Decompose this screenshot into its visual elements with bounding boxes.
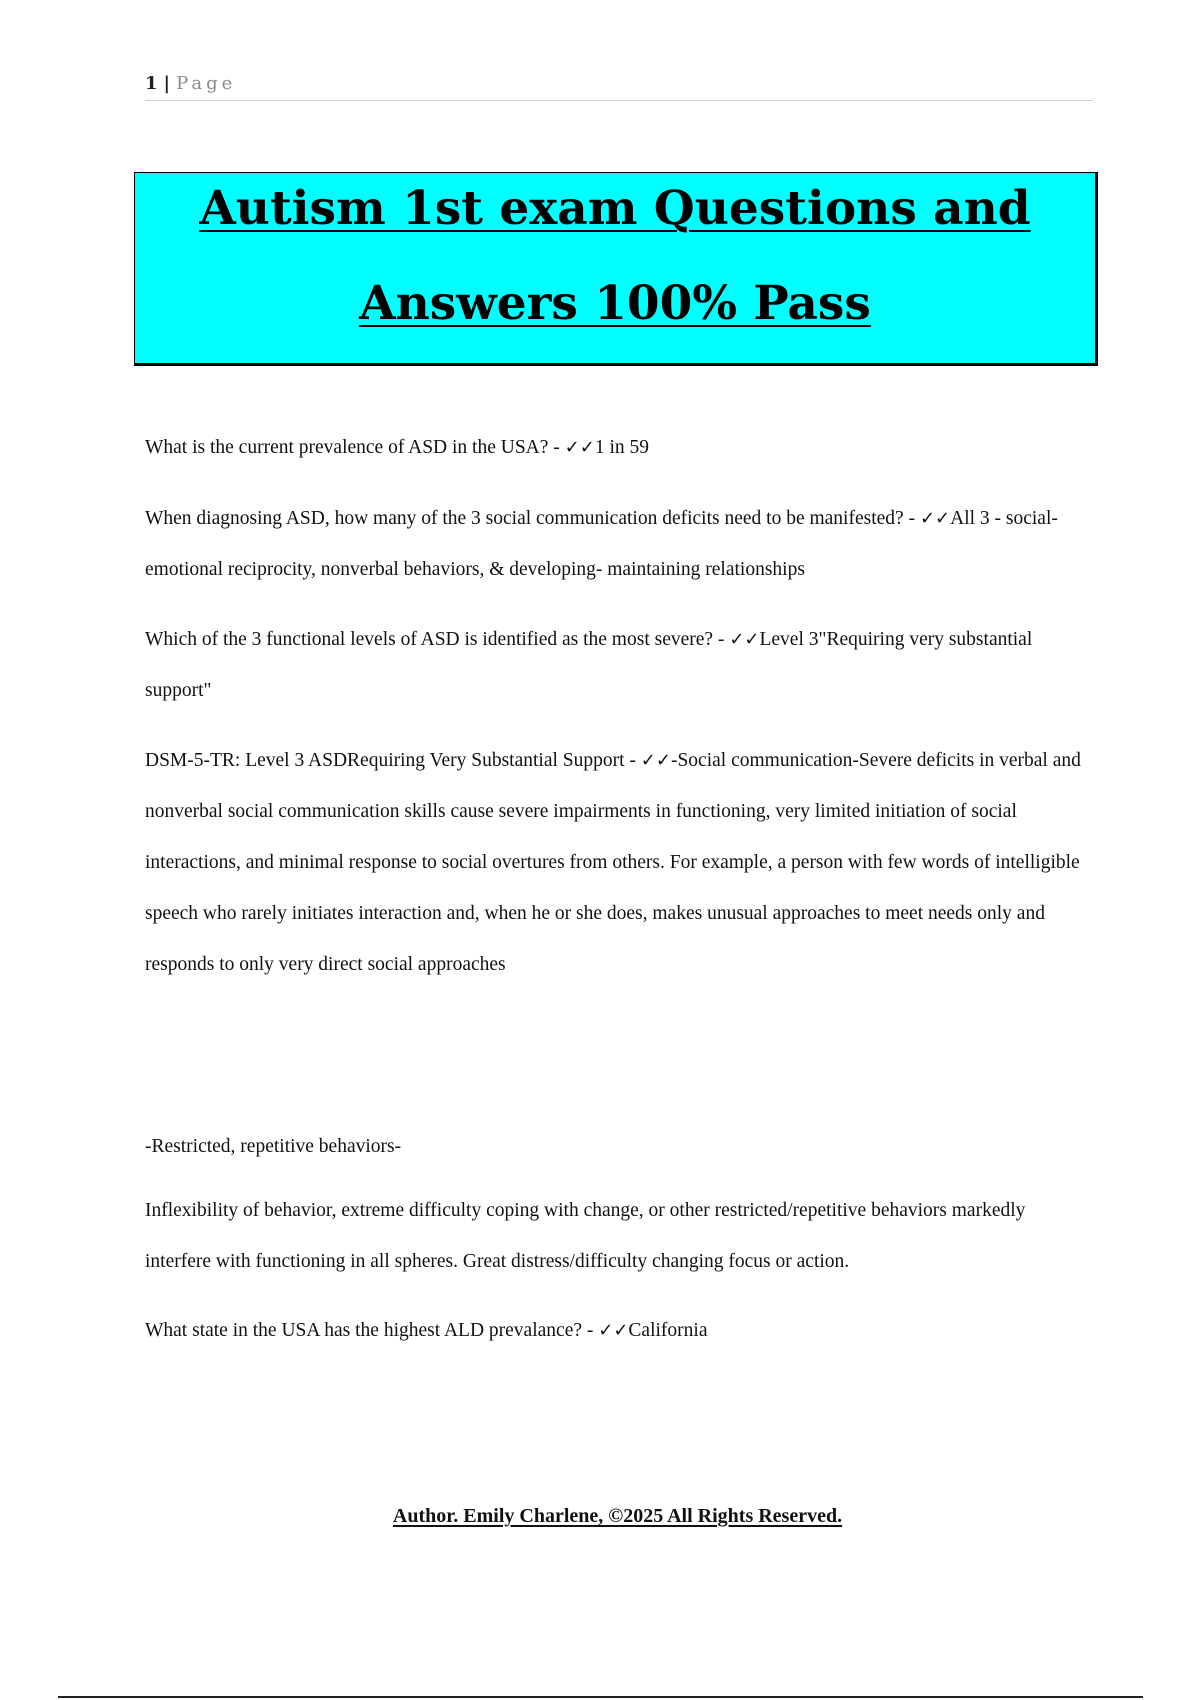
qa-item-prevalence — [145, 422, 1095, 473]
qa-item-social-deficits — [145, 493, 1095, 595]
checkmark-icon: ✓✓ — [640, 750, 671, 771]
answer-text: California — [628, 1320, 708, 1341]
document-title-line-2: Answers 100% Pass — [359, 276, 871, 331]
author-footer: Author. Emily Charlene, ©2025 All Rights Reserved. — [392, 1505, 843, 1527]
checkmark-icon: ✓✓ — [919, 508, 951, 529]
answer-text: -Social communication-Severe deficits in verbal and nonverbal social communication skills cause severe impairments in functioning, very limited initiation of social interactions, and minimal response to social overtures from others. For example, a person with few words of intelligible speech who rarely initiates interaction and, when he or she does, makes unusual approaches to meet needs only and responds to only very direct social approaches — [145, 750, 1081, 975]
qa-item-ald-state — [145, 1305, 1095, 1356]
checkmark-icon: ✓✓ — [598, 1320, 629, 1341]
checkmark-icon: ✓✓ — [564, 437, 595, 458]
question-text: Which of the 3 functional levels of ASD is identified as the most severe? - — [145, 629, 730, 650]
page-number: 1 — [145, 73, 158, 94]
answer-text: Level 3"Requiring very substantial support" — [145, 629, 1033, 701]
answer-text: All 3 - social-emotional reciprocity, nonverbal behaviors, & developing- maintaining relationships — [145, 508, 1058, 580]
question-text: DSM-5-TR: Level 3 ASDRequiring Very Substantial Support - — [145, 750, 641, 771]
document-title-line-1: Autism 1st exam Questions and — [199, 181, 1031, 236]
bottom-divider — [58, 1696, 1143, 1698]
question-text: What is the current prevalence of ASD in the USA? - — [145, 437, 565, 458]
page-label: Page — [176, 73, 237, 94]
answer-text: 1 in 59 — [594, 437, 650, 458]
restricted-behaviors-body: Inflexibility of behavior, extreme difficulty coping with change, or other restricted/repetitive behaviors markedly interfere with functioning in all spheres. Great distress/difficulty changing focus or action. — [145, 1200, 1026, 1272]
header-separator: | — [163, 73, 171, 94]
qa-item-functional-levels — [145, 614, 1095, 716]
restricted-behaviors-heading: -Restricted, repetitive behaviors- — [145, 1136, 402, 1157]
question-text: What state in the USA has the highest ALD prevalance? - — [145, 1320, 599, 1341]
checkmark-icon: ✓✓ — [729, 629, 760, 650]
page-header — [145, 72, 1093, 101]
question-text: When diagnosing ASD, how many of the 3 social communication deficits need to be manifested? - — [145, 508, 920, 529]
qa-item-dsm-level3 — [145, 735, 1095, 990]
title-box — [134, 172, 1098, 366]
